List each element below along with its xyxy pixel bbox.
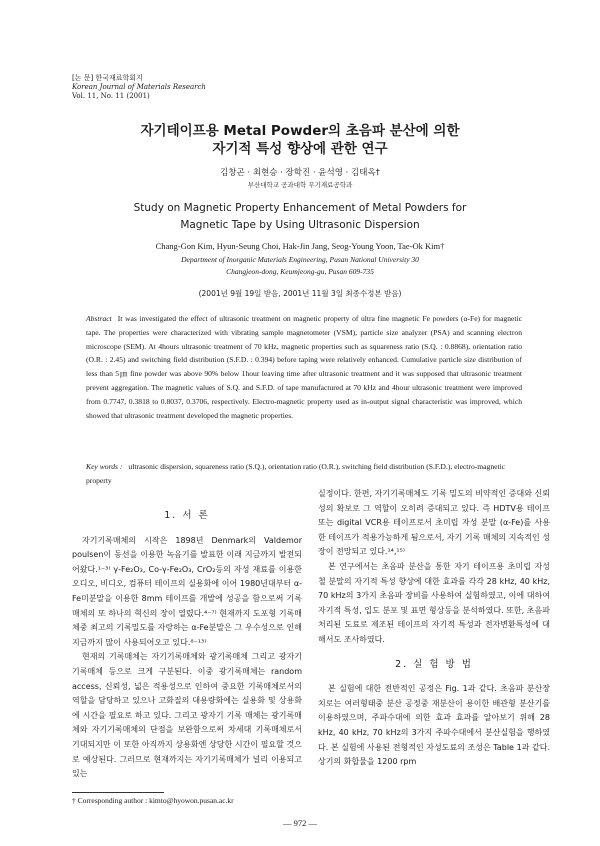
affiliation-english-line1: Department of Inorganic Materials Engineering, Pusan National University 30 — [181, 255, 419, 264]
title-english-line2: Magnetic Tape by Using Ultrasonic Dispersion — [180, 219, 420, 231]
title-korean-line2: 자기적 특성 향상에 관한 연구 — [212, 141, 388, 157]
received-dates: (2001년 9월 19일 받음, 2001년 11월 3일 최종수정본 받음) — [198, 289, 402, 298]
abstract-label: Abstract — [86, 314, 112, 323]
keywords-label: Key words : — [86, 462, 123, 471]
authors-english: Chang-Gon Kim, Hyun-Seung Choi, Hak-Jin Jang, Seog-Young Yoon, Tae-Ok Kim† — [155, 241, 445, 251]
journal-header — [72, 74, 206, 101]
journal-name-ko: [논 문] 한국재료학회지 — [72, 74, 143, 82]
page-number: — 972 — — [283, 818, 317, 828]
authors-korean: 김창곤 · 최현승 · 장학진 · 윤석영 · 김태옥† — [220, 168, 380, 178]
paragraph: 본 연구에서는 초음파 분산을 통한 자기 테이프용 초미립 자성 철 분말의 자기적 특성 향상에 대한 효과를 각각 28 kHz, 40 kHz, 70 kHz의 3가지 초음파 장비를 사용하여 실험하였고, 이에 대하여 자기적 특성, 입도 분포 및 표면 형상등을 분석하였다. 또한, 초음파 처리된 도료로 제조된 테이프의 자기적 특성과 전자변환특성에 대해서도 조사하였다. — [318, 561, 550, 644]
paragraph: 자기기록매체의 시작은 1898년 Denmark의 Valdemor poulsen이 동선을 이용한 녹음기를 발표한 이래 지금까지 발전되어왔다.¹⁻³⁾ γ-Fe₂O₃, Co-γ-Fe₂O₃, CrO₂등의 자성 재료를 이용한 오디오, 비디오, 컴퓨터 테이프의 실용화에 이어 1980년대부터 α-Fe미분말을 이용한 8mm 테이프를 개발에 성공을 함으로써 기록매체의 또 하나의 혁신의 장이 열렸다.⁴⁻⁷⁾ 현재까지 도포형 기록매체중 최고의 기록밀도를 자랑하는 α-Fe분말은 그 우수성으로 인해 지금까지 많이 사용되어오고 있다.⁸⁻¹³⁾ — [72, 535, 302, 647]
affiliation-korean: 부산대학교 공과대학 무기재료공학과 — [247, 181, 353, 189]
section-heading-introduction: 1. 서 론 — [164, 510, 210, 521]
keywords-text: ultrasonic dispersion, squareness ratio (S.Q.), orientation ratio (O.R.), switching field distribution (S.F.D.), electro-magnetic property — [86, 462, 506, 485]
title-english — [0, 200, 600, 234]
keywords — [86, 460, 522, 488]
journal-volume: Vol. 11, No. 11 (2001) — [72, 92, 150, 100]
journal-name-en: Korean Journal of Materials Research — [72, 83, 206, 91]
body-left-column — [72, 505, 302, 782]
footnote-divider — [72, 792, 164, 793]
body-right-column — [318, 487, 550, 770]
section-heading-methods: 2. 실 험 방 법 — [395, 658, 473, 670]
footnote-corresponding-author: † Corresponding author : kimto@hyowon.pusan.ac.kr — [72, 796, 234, 805]
abstract-text: It was investigated the effect of ultrasonic treatment on magnetic property of ultra fine magnetic Fe powders (α-Fe) for magnetic tape. The properties were characterized with vibrating sample magnetometer (VSM), particle size analyzer (PSA) and scanning electron microscope (SEM). At 4hours ultrasonic treatment of 70 kHz, magnetic properties such as squareness ratio (S.Q. : 0.8868), orientation ratio (O.R. : 2.45) and switching field distribution (S.F.D. : 0.394) before taping were relatively enhanced. Cumulative particle size distribution of less than 5㎛ fine powder was above 90% below 1hour leaving time after ultrasonic treatment and it was supposed that ultrasonic treatment prevent aggregation. The magnetic values of S.Q. and S.F.D. of tape manufactured at 70 kHz and 4hour ultrasonic treatment were improved from 0.7747, 0.3818 to 0.8037, 0.3706, respectively. Electro-magnetic property used as in-output signal characteristic was improved, which showed that ultrasonic treatment developed the magnetic properties. — [86, 314, 522, 420]
paragraph: 실정이다. 한편, 자기기록매체도 기록 밀도의 비약적인 증대와 신뢰성의 확보로 그 역할이 오히려 증대되고 있다. 즉 HDTV용 테이프 또는 digital VCR용 테이프로서 초미립 자성 분말 (α-Fe)를 사용한 테이프가 적용가능하게 됨으로서, 자기 기록 매체의 지속적인 성장이 전망되고 있다.¹⁴,¹⁵⁾ — [318, 489, 550, 557]
title-korean-line1: 자기테이프용 Metal Powder의 초음파 분산에 의한 — [140, 123, 460, 139]
title-english-line1: Study on Magnetic Property Enhancement of Metal Powders for — [133, 202, 467, 214]
abstract — [86, 312, 522, 422]
title-korean — [0, 122, 600, 158]
paragraph: 본 실험에 대한 전반적인 공정은 Fig. 1과 같다. 초음파 분산장치로는 여러형태중 분산 공정중 재분산이 용이한 배관형 분산기를 이용하였으며, 주파수대에 의한 효과 효과를 알아보기 위해 28 kHz, 40 kHz, 70 kHz의 3가지 주파수대에서 분산실험을 행하였다. 본 실험에 사용된 전형적인 자성도료의 조성은 Table 1과 같다. 상기의 화합물을 1200 rpm — [318, 684, 550, 767]
paragraph: 현재의 기록매체는 자기기록매체와 광기록매체 그리고 광자기 기록매체 등으로 크게 구분된다. 이중 광기록매체는 random access, 신뢰성, 넓은 적용성으로 인하여 중요한 기록매체로서의 역할을 담당하고 있으나 고화질의 대용량화에는 실용화 및 상용화에 시간을 필요로 하고 있다. 그리고 광자기 기록 매체는 광기록매체와 자기기록매체의 단점을 보완함으로써 차세대 기록매체로서 기대되지만 이 또한 아직까지 상용화엔 상당한 시간이 필요할 것으로 예상된다. 그러므로 현재까지는 자기기록매체가 널리 이용되고 있는 — [72, 652, 302, 779]
affiliation-english-line2: Changjeon-dong, Keumjeong-gu, Pusan 609-735 — [226, 267, 374, 276]
affiliation-english — [0, 254, 600, 278]
